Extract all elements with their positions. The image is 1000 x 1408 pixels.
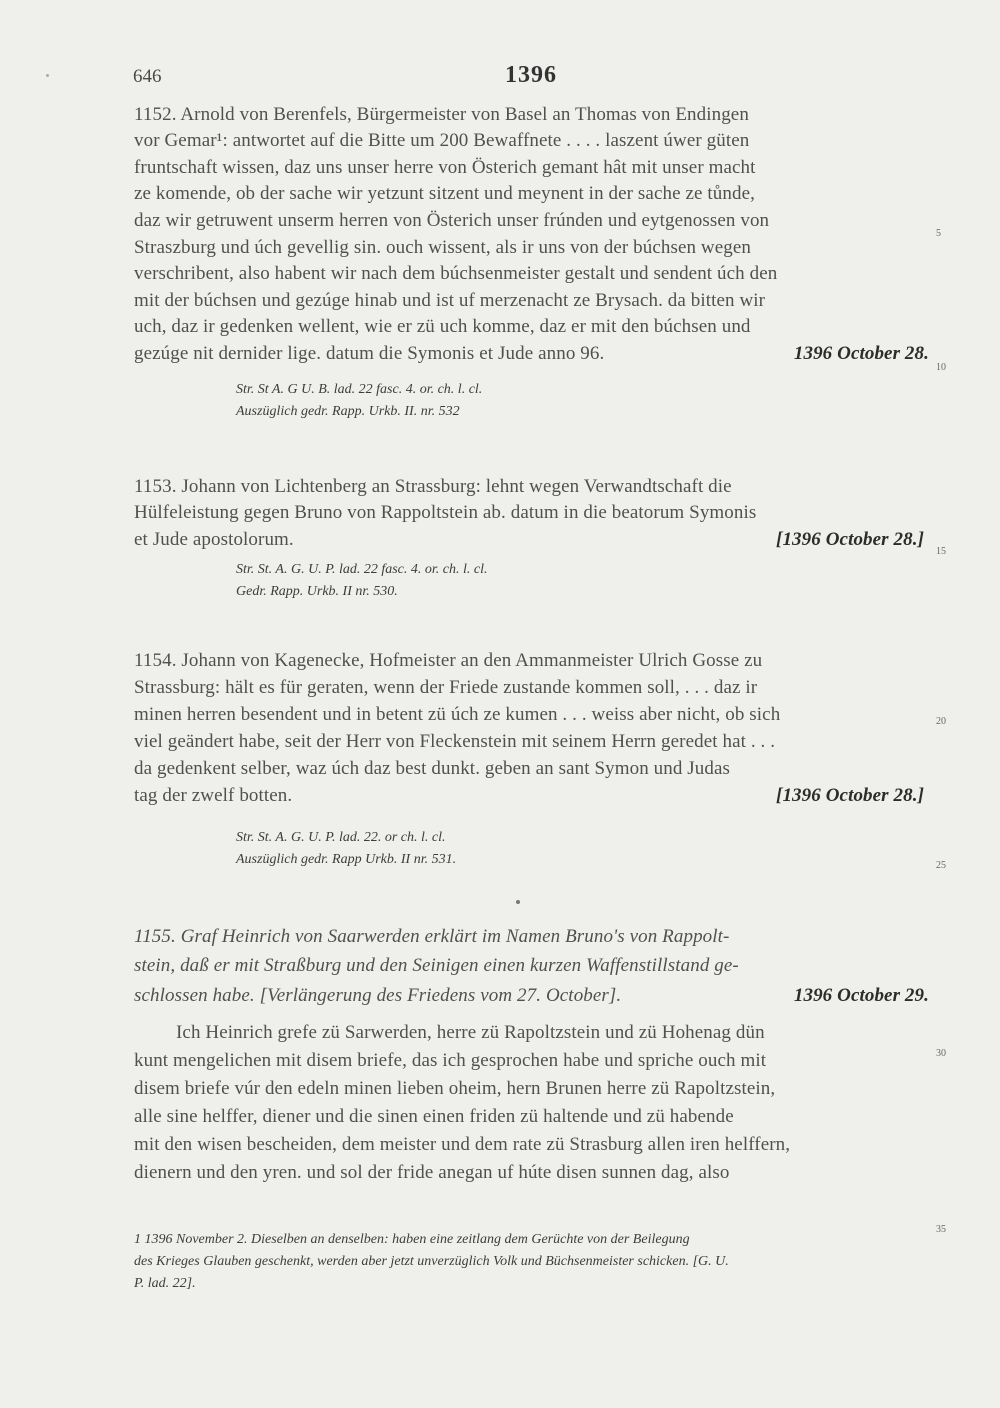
line-number: 20 — [936, 716, 946, 727]
page-number: 646 — [133, 66, 162, 87]
entry-line: vor Gemar¹: antwortet auf die Bitte um 200 Bewaffnete . . . . laszent úwer güten — [134, 130, 750, 151]
entry-line: alle sine helffer, diener und die sinen einen friden zü haltende und zü habende — [134, 1106, 734, 1127]
entry-line: mit den wisen bescheiden, dem meister und dem rate zü Strasburg allen iren helffern, — [134, 1134, 791, 1155]
running-head-year: 1396 — [505, 62, 557, 88]
entry-line: dienern und den yren. und sol der fride anegan uf húte disen sunnen dag, also — [134, 1162, 730, 1183]
entry-line: 1153. Johann von Lichtenberg an Strassburg: lehnt wegen Verwandtschaft die — [134, 476, 732, 497]
entry-heading-line: stein, daß er mit Straßburg und den Seinigen einen kurzen Waffenstillstand ge- — [134, 955, 739, 976]
entry-line: mit der búchsen und gezúge hinab und ist uf merzenacht ze Brysach. da bitten wir — [134, 290, 766, 311]
entry-date: 1396 October 29. — [793, 985, 929, 1006]
entry-line: minen herren besendent und in betent zü úch ze kumen . . . weiss aber nicht, ob sich — [134, 704, 781, 725]
page-header — [133, 62, 933, 92]
line-number: 15 — [936, 546, 946, 557]
entry-line: Strassburg: hält es für geraten, wenn der Friede zustande kommen soll, . . . daz ir — [134, 677, 758, 698]
line-number: 5 — [936, 228, 941, 239]
scan-speck — [46, 74, 49, 77]
entry-line: daz wir getruwent unserm herren von Österich unser frúnden und eytgenossen von — [134, 210, 770, 231]
entry-line: 1152. Arnold von Berenfels, Bürgermeister von Basel an Thomas von Endingen — [134, 104, 749, 125]
entry-text: gezúge nit dernider lige. datum die Symonis et Jude anno 96. — [134, 343, 605, 364]
entry-date: [1396 October 28.] — [776, 785, 924, 806]
entry-last-line — [134, 785, 924, 811]
separator-dot — [516, 900, 520, 904]
source-note: Gedr. Rapp. Urkb. II nr. 530. — [236, 584, 398, 599]
entry-text: et Jude apostolorum. — [134, 529, 294, 550]
entry-heading-last-line — [134, 985, 929, 1011]
source-note: Str. St. A. G. U. P. lad. 22. or ch. l. cl. — [236, 830, 446, 845]
entry-date: [1396 October 28.] — [776, 529, 924, 550]
entry-heading-text: schlossen habe. [Verlängerung des Friedens vom 27. October]. — [134, 985, 622, 1006]
line-number: 25 — [936, 860, 946, 871]
entry-heading-line: 1155. Graf Heinrich von Saarwerden erklärt im Namen Bruno's von Rappolt- — [134, 926, 730, 947]
entry-line: Hülfeleistung gegen Bruno von Rappoltstein ab. datum in die beatorum Symonis — [134, 502, 757, 523]
entry-line: viel geändert habe, seit der Herr von Fleckenstein mit seinem Herrn geredet hat . . . — [134, 731, 776, 752]
entry-line: disem briefe vúr den edeln minen lieben oheim, hern Brunen herre zü Rapoltzstein, — [134, 1078, 776, 1099]
entry-text: tag der zwelf botten. — [134, 785, 293, 806]
entry-line: uch, daz ir gedenken wellent, wie er zü uch komme, daz er mit den búchsen und — [134, 316, 751, 337]
footnote-line: 1 1396 November 2. Dieselben an denselben: haben eine zeitlang dem Gerüchte von der Beilegung — [134, 1232, 690, 1247]
entry-line: Ich Heinrich grefe zü Sarwerden, herre zü Rapoltzstein und zü Hohenag dün — [176, 1022, 765, 1043]
entry-line: 1154. Johann von Kagenecke, Hofmeister an den Ammanmeister Ulrich Gosse zu — [134, 650, 763, 671]
footnote-line: P. lad. 22]. — [134, 1276, 196, 1291]
entry-line: verschribent, also habent wir nach dem búchsenmeister gestalt und sendent úch den — [134, 263, 778, 284]
entry-last-line — [134, 343, 929, 369]
line-number: 10 — [936, 362, 946, 373]
source-note: Auszüglich gedr. Rapp. Urkb. II. nr. 532 — [236, 404, 460, 419]
line-number: 35 — [936, 1224, 946, 1235]
entry-line: da gedenkent selber, waz úch daz best dunkt. geben an sant Symon und Judas — [134, 758, 731, 779]
footnote-line: des Krieges Glauben geschenkt, werden aber jetzt unverzüglich Volk und Büchsenmeister schicken. [G. U. — [134, 1254, 729, 1269]
entry-last-line — [134, 529, 924, 555]
line-number: 30 — [936, 1048, 946, 1059]
source-note: Str. St A. G U. B. lad. 22 fasc. 4. or. ch. l. cl. — [236, 382, 483, 397]
source-note: Str. St. A. G. U. P. lad. 22 fasc. 4. or. ch. l. cl. — [236, 562, 488, 577]
entry-date: 1396 October 28. — [793, 343, 929, 364]
entry-line: fruntschaft wissen, daz uns unser herre von Österich gemant hât mit unser macht — [134, 157, 756, 178]
entry-line: Straszburg und úch gevellig sin. ouch wissent, als ir uns von der búchsen wegen — [134, 237, 752, 258]
entry-line: kunt mengelichen mit disem briefe, das ich gesprochen habe und spriche ouch mit — [134, 1050, 767, 1071]
source-note: Auszüglich gedr. Rapp Urkb. II nr. 531. — [236, 852, 457, 867]
entry-line: ze komende, ob der sache wir yetzunt sitzent und meynent in der sache ze tůnde, — [134, 183, 755, 204]
